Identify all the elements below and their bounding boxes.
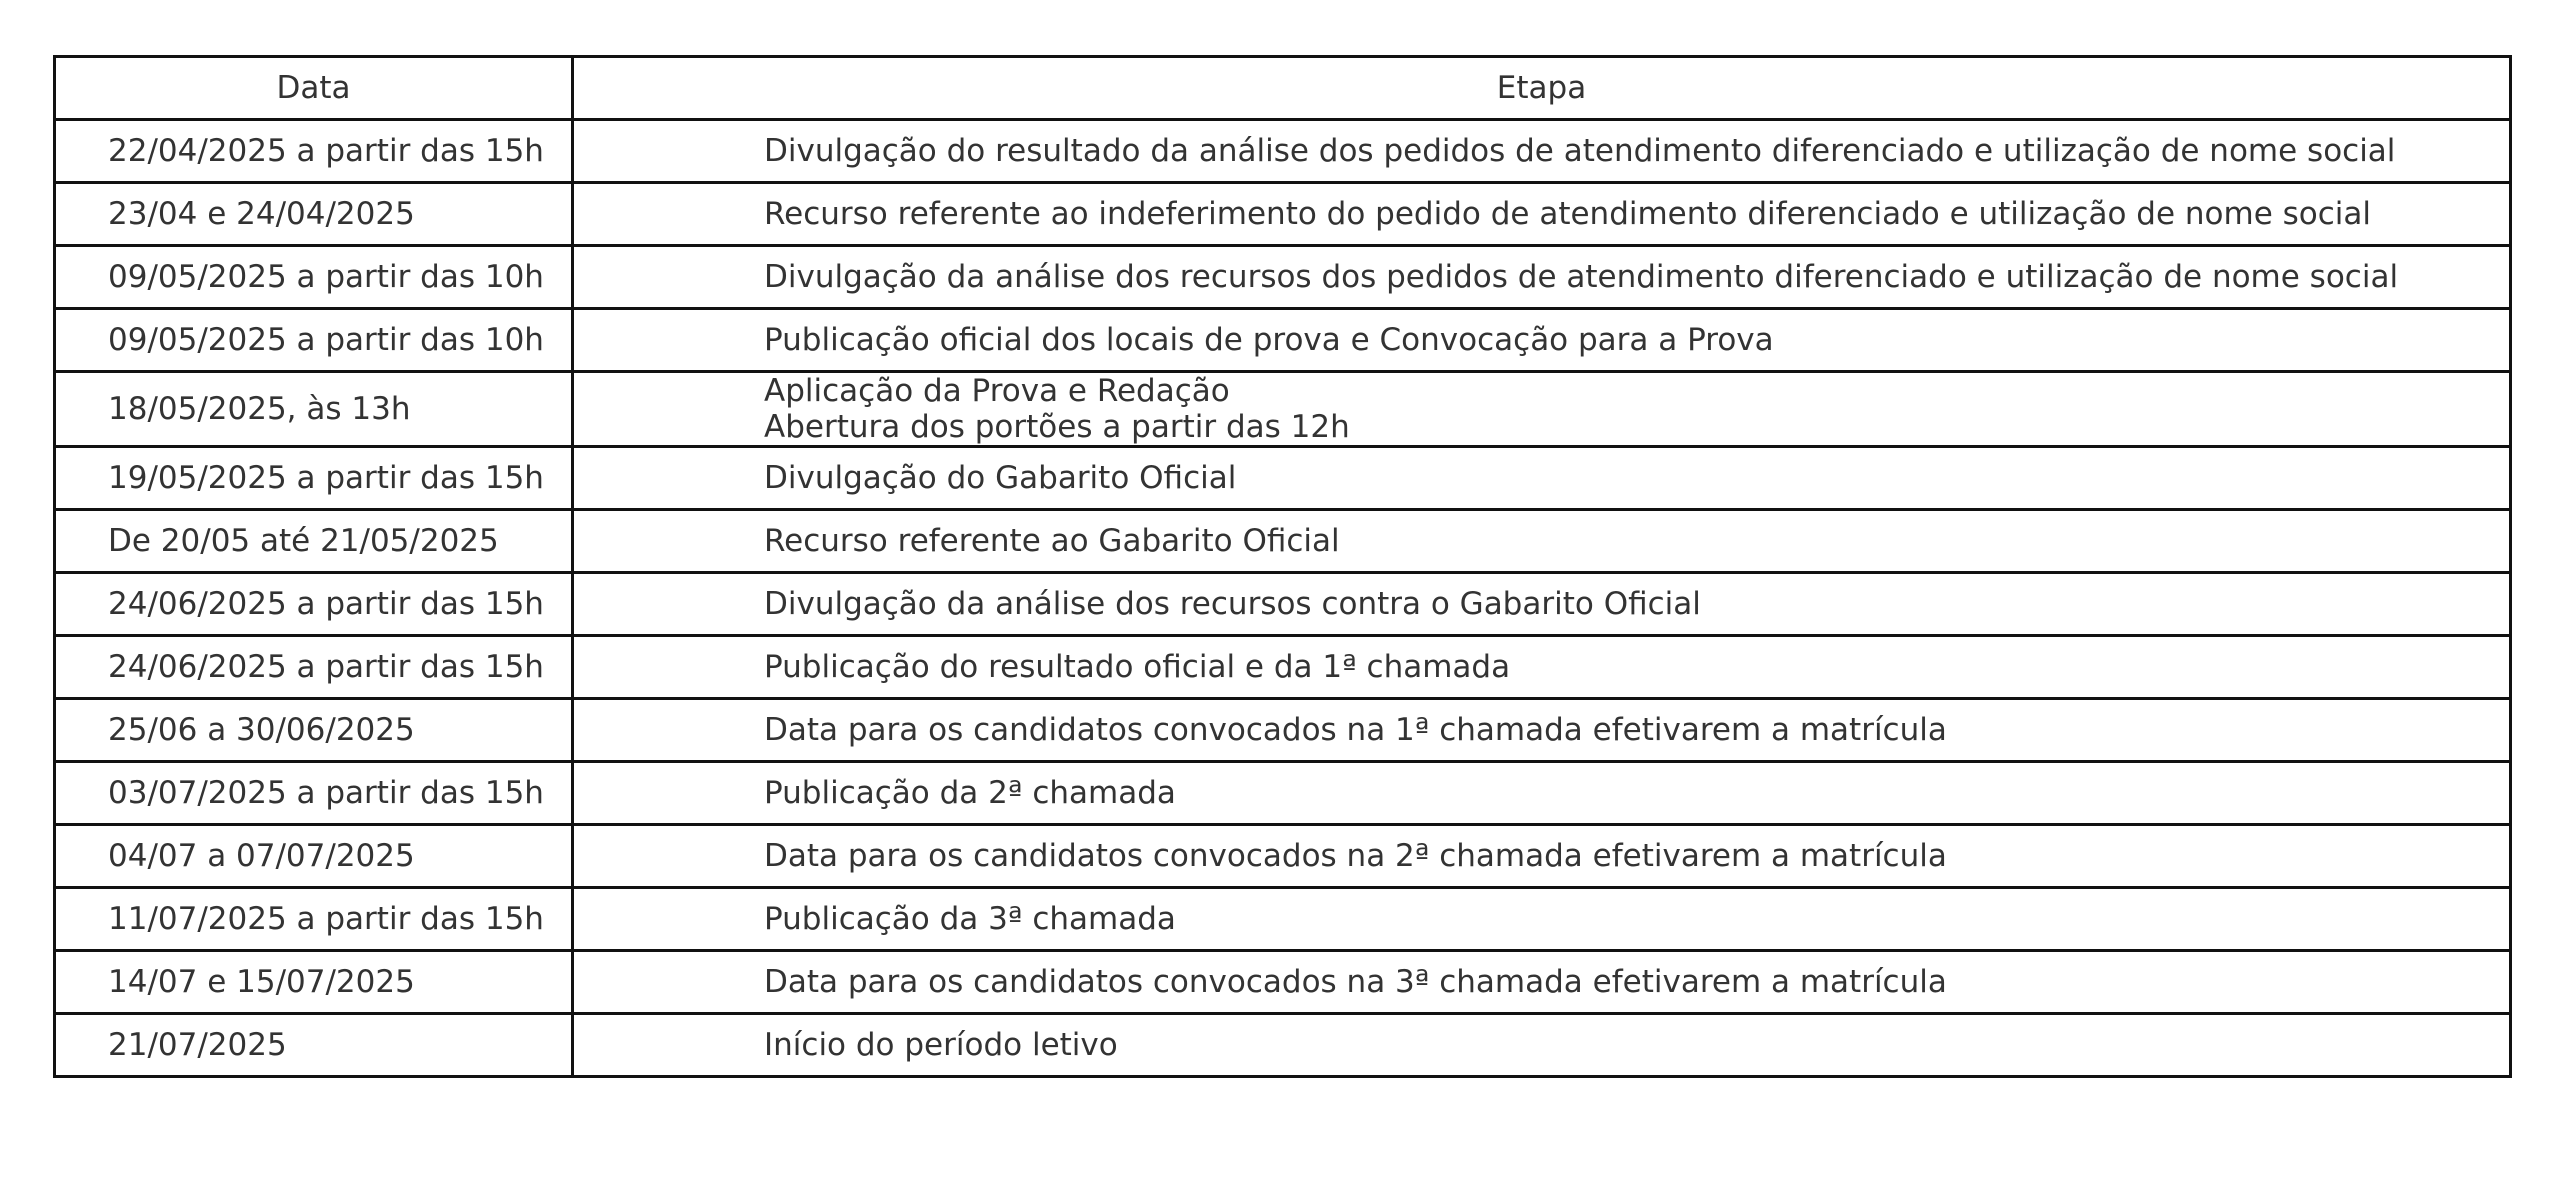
step-text: Divulgação do resultado da análise dos pedidos de atendimento diferenciado e utilização de nome social xyxy=(764,133,2396,169)
date-cell: 09/05/2025 a partir das 10h xyxy=(55,309,573,372)
step-cell xyxy=(573,372,2511,447)
date-cell: 18/05/2025, às 13h xyxy=(55,372,573,447)
table-row xyxy=(55,120,2511,183)
schedule-table xyxy=(53,55,2512,1078)
table-row xyxy=(55,246,2511,309)
table-body xyxy=(55,120,2511,1077)
step-text: Divulgação da análise dos recursos contra o Gabarito Oficial xyxy=(764,586,1701,622)
date-cell: 21/07/2025 xyxy=(55,1014,573,1077)
step-cell xyxy=(573,573,2511,636)
date-cell: 19/05/2025 a partir das 15h xyxy=(55,447,573,510)
step-text: Publicação da 2ª chamada xyxy=(764,775,1176,811)
step-text: Abertura dos portões a partir das 12h xyxy=(764,409,1350,445)
column-header-date: Data xyxy=(55,57,573,120)
step-text: Aplicação da Prova e Redação xyxy=(764,373,1230,409)
date-cell: 03/07/2025 a partir das 15h xyxy=(55,762,573,825)
table-row xyxy=(55,951,2511,1014)
date-cell: 24/06/2025 a partir das 15h xyxy=(55,573,573,636)
step-text: Início do período letivo xyxy=(764,1027,1118,1063)
step-cell xyxy=(573,183,2511,246)
step-text: Publicação do resultado oficial e da 1ª chamada xyxy=(764,649,1511,685)
step-text: Data para os candidatos convocados na 1ª chamada efetivarem a matrícula xyxy=(764,712,1947,748)
step-text: Recurso referente ao Gabarito Oficial xyxy=(764,523,1340,559)
step-text: Divulgação da análise dos recursos dos pedidos de atendimento diferenciado e utilização de nome social xyxy=(764,259,2399,295)
table-row xyxy=(55,372,2511,447)
table-row xyxy=(55,183,2511,246)
table-row xyxy=(55,573,2511,636)
step-text: Publicação da 3ª chamada xyxy=(764,901,1176,937)
step-cell xyxy=(573,636,2511,699)
table-row xyxy=(55,699,2511,762)
step-text: Data para os candidatos convocados na 2ª chamada efetivarem a matrícula xyxy=(764,838,1947,874)
step-cell xyxy=(573,246,2511,309)
step-cell xyxy=(573,888,2511,951)
step-cell xyxy=(573,447,2511,510)
step-cell xyxy=(573,951,2511,1014)
table-row xyxy=(55,825,2511,888)
date-cell: 04/07 a 07/07/2025 xyxy=(55,825,573,888)
step-cell xyxy=(573,1014,2511,1077)
table-row xyxy=(55,1014,2511,1077)
date-cell: 22/04/2025 a partir das 15h xyxy=(55,120,573,183)
date-cell: De 20/05 até 21/05/2025 xyxy=(55,510,573,573)
date-cell: 23/04 e 24/04/2025 xyxy=(55,183,573,246)
table-row xyxy=(55,762,2511,825)
step-cell xyxy=(573,309,2511,372)
column-header-step: Etapa xyxy=(573,57,2511,120)
table-header xyxy=(55,57,2511,120)
step-text: Data para os candidatos convocados na 3ª chamada efetivarem a matrícula xyxy=(764,964,1947,1000)
step-cell xyxy=(573,825,2511,888)
date-cell: 14/07 e 15/07/2025 xyxy=(55,951,573,1014)
step-text: Publicação oficial dos locais de prova e Convocação para a Prova xyxy=(764,322,1774,358)
table-row xyxy=(55,447,2511,510)
step-text: Recurso referente ao indeferimento do pedido de atendimento diferenciado e utilização de nome social xyxy=(764,196,2372,232)
step-cell xyxy=(573,510,2511,573)
table-row xyxy=(55,636,2511,699)
step-cell xyxy=(573,699,2511,762)
table-row xyxy=(55,510,2511,573)
date-cell: 24/06/2025 a partir das 15h xyxy=(55,636,573,699)
header-row xyxy=(55,57,2511,120)
step-cell xyxy=(573,762,2511,825)
table-row xyxy=(55,309,2511,372)
step-text: Divulgação do Gabarito Oficial xyxy=(764,460,1237,496)
table-row xyxy=(55,888,2511,951)
date-cell: 25/06 a 30/06/2025 xyxy=(55,699,573,762)
step-cell xyxy=(573,120,2511,183)
date-cell: 11/07/2025 a partir das 15h xyxy=(55,888,573,951)
date-cell: 09/05/2025 a partir das 10h xyxy=(55,246,573,309)
